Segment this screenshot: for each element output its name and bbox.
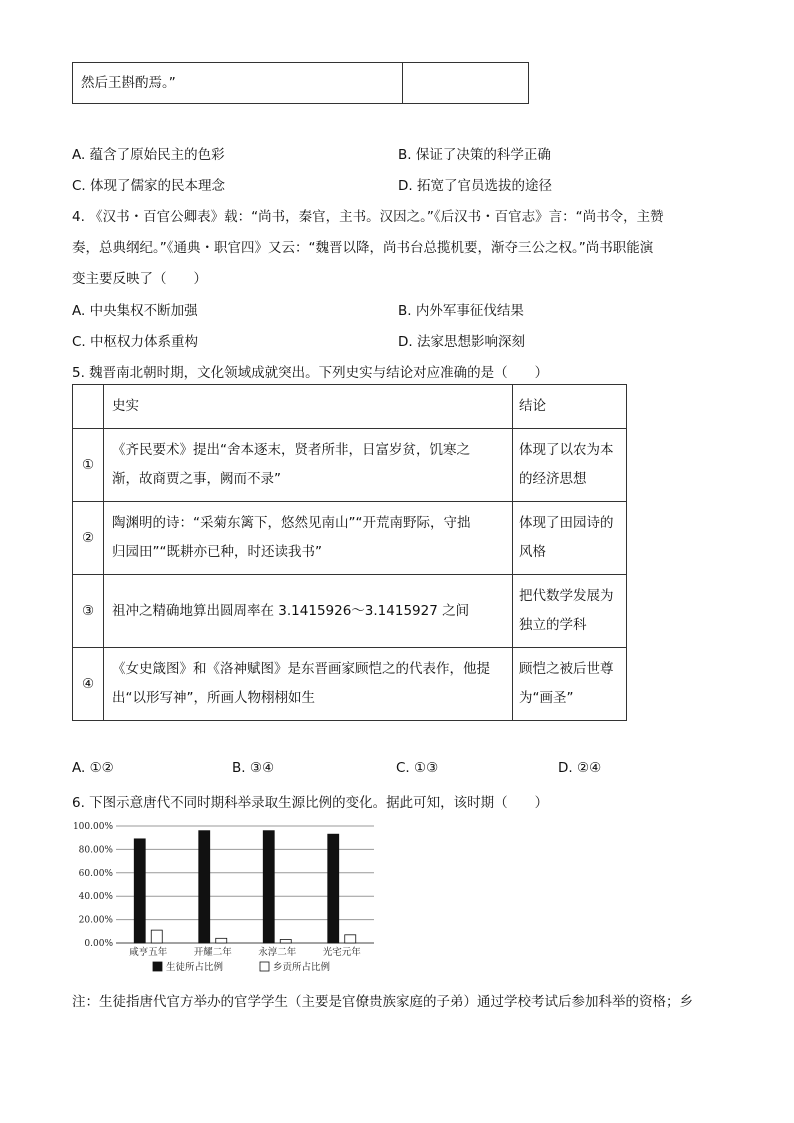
bar-shengtu bbox=[134, 839, 145, 943]
conclusion-line: 的经济思想 bbox=[519, 471, 587, 487]
table-header-cell bbox=[73, 385, 104, 429]
option-a: A. ①② bbox=[72, 760, 114, 776]
option-b: B. ③④ bbox=[232, 760, 275, 776]
x-tick-label: 咸亨五年 bbox=[129, 947, 168, 958]
conclusion-line: 把代数学发展为 bbox=[519, 588, 614, 604]
conclusion-line: 体现了以农为本 bbox=[519, 442, 614, 458]
x-tick-label: 永淳二年 bbox=[258, 947, 297, 958]
row-number: ② bbox=[73, 502, 104, 575]
row-number: ④ bbox=[73, 648, 104, 721]
conclusion-cell bbox=[513, 575, 627, 648]
y-tick-label: 60.00% bbox=[78, 868, 113, 879]
conclusion-line: 体现了田园诗的 bbox=[519, 515, 614, 531]
bar-xianggong bbox=[216, 938, 227, 943]
fact-line: 归园田”“既耕亦已种，时还读我书” bbox=[112, 544, 322, 560]
bar-shengtu bbox=[199, 831, 210, 943]
table-header-row bbox=[73, 385, 627, 429]
fact-cell bbox=[104, 575, 513, 648]
option-c: C. 中枢权力体系重构 bbox=[72, 334, 199, 350]
legend-label: 生徒所占比例 bbox=[166, 962, 224, 973]
table-cell: 然后王斟酌焉。” bbox=[73, 63, 403, 104]
table-row bbox=[73, 63, 529, 104]
question-5-table bbox=[72, 384, 627, 721]
table-header-cell: 史实 bbox=[104, 385, 513, 429]
conclusion-cell bbox=[513, 502, 627, 575]
legend-swatch bbox=[153, 962, 162, 971]
legend-swatch bbox=[260, 962, 269, 971]
table-row bbox=[73, 502, 627, 575]
conclusion-cell bbox=[513, 648, 627, 721]
conclusion-line: 风格 bbox=[519, 544, 546, 560]
y-tick-label: 80.00% bbox=[78, 845, 113, 856]
fact-line: 渐，故商贾之事，阙而不录” bbox=[112, 471, 281, 487]
bar-xianggong bbox=[151, 930, 162, 943]
y-tick-label: 100.00% bbox=[72, 822, 113, 832]
conclusion-cell bbox=[513, 429, 627, 502]
y-tick-label: 40.00% bbox=[78, 892, 113, 903]
row-number: ③ bbox=[73, 575, 104, 648]
option-c: C. ①③ bbox=[396, 760, 439, 776]
fact-line: 《齐民要术》提出“舍本逐末，贤者所非，日富岁贫，饥寒之 bbox=[112, 442, 470, 458]
table-header-cell: 结论 bbox=[513, 385, 627, 429]
table-cell bbox=[403, 63, 529, 104]
fact-line: 祖冲之精确地算出圆周率在 3.1415926～3.1415927 之间 bbox=[112, 602, 470, 619]
option-b: B. 保证了决策的科学正确 bbox=[398, 147, 551, 163]
option-a: A. 蕴含了原始民主的色彩 bbox=[72, 147, 225, 163]
question-4-line-2: 奏，总典纲纪。”《通典・职官四》又云：“魏晋以降，尚书台总揽机要，渐夺三公之权。”尚书职能演 bbox=[72, 240, 654, 256]
question-4-line-3: 变主要反映了（ ） bbox=[72, 271, 207, 287]
conclusion-line: 顾恺之被后世尊 bbox=[519, 661, 614, 677]
question-4-line-1: 4. 《汉书・百官公卿表》载：“尚书，秦官，主书。汉因之。”《后汉书・百官志》言：“尚书令，主赞 bbox=[72, 209, 664, 225]
table-row bbox=[73, 429, 627, 502]
fact-line: 《女史箴图》和《洛神赋图》是东晋画家顾恺之的代表作，他提 bbox=[112, 661, 490, 677]
option-c: C. 体现了儒家的民本理念 bbox=[72, 178, 226, 194]
table-row bbox=[73, 575, 627, 648]
bar-xianggong bbox=[345, 935, 356, 943]
option-d: D. ②④ bbox=[558, 760, 602, 776]
fact-line: 陶渊明的诗：“采菊东篱下，悠然见南山”“开荒南野际，守拙 bbox=[112, 515, 471, 531]
table-row bbox=[73, 648, 627, 721]
bar-xianggong bbox=[280, 939, 291, 943]
fact-cell bbox=[104, 429, 513, 502]
option-d: D. 拓宽了官员选拔的途径 bbox=[398, 178, 552, 194]
option-a: A. 中央集权不断加强 bbox=[72, 303, 198, 319]
conclusion-line: 为“画圣” bbox=[519, 690, 574, 706]
row-number: ① bbox=[73, 429, 104, 502]
bar-shengtu bbox=[328, 834, 339, 943]
conclusion-line: 独立的学科 bbox=[519, 617, 587, 633]
x-tick-label: 光宅元年 bbox=[322, 947, 361, 958]
fact-line: 出“以形写神”，所画人物栩栩如生 bbox=[112, 690, 315, 706]
y-tick-label: 0.00% bbox=[84, 939, 113, 949]
x-tick-label: 开耀二年 bbox=[193, 947, 232, 958]
option-b: B. 内外军事征伐结果 bbox=[398, 303, 524, 319]
question-6-stem: 6. 下图示意唐代不同时期科举录取生源比例的变化。据此可知，该时期（ ） bbox=[72, 795, 549, 811]
question-5-stem: 5. 魏晋南北朝时期，文化领域成就突出。下列史实与结论对应准确的是（ ） bbox=[72, 365, 549, 381]
option-d: D. 法家思想影响深刻 bbox=[398, 334, 525, 350]
question-6-note: 注：生徒指唐代官方举办的官学学生（主要是官僚贵族家庭的子弟）通过学校考试后参加科举的资格；乡 bbox=[72, 994, 693, 1010]
bar-chart bbox=[68, 816, 388, 980]
fact-cell bbox=[104, 502, 513, 575]
legend-label: 乡贡所占比例 bbox=[273, 962, 331, 973]
y-tick-label: 20.00% bbox=[78, 915, 113, 926]
top-table bbox=[72, 62, 529, 104]
fact-cell bbox=[104, 648, 513, 721]
bar-shengtu bbox=[263, 831, 274, 943]
